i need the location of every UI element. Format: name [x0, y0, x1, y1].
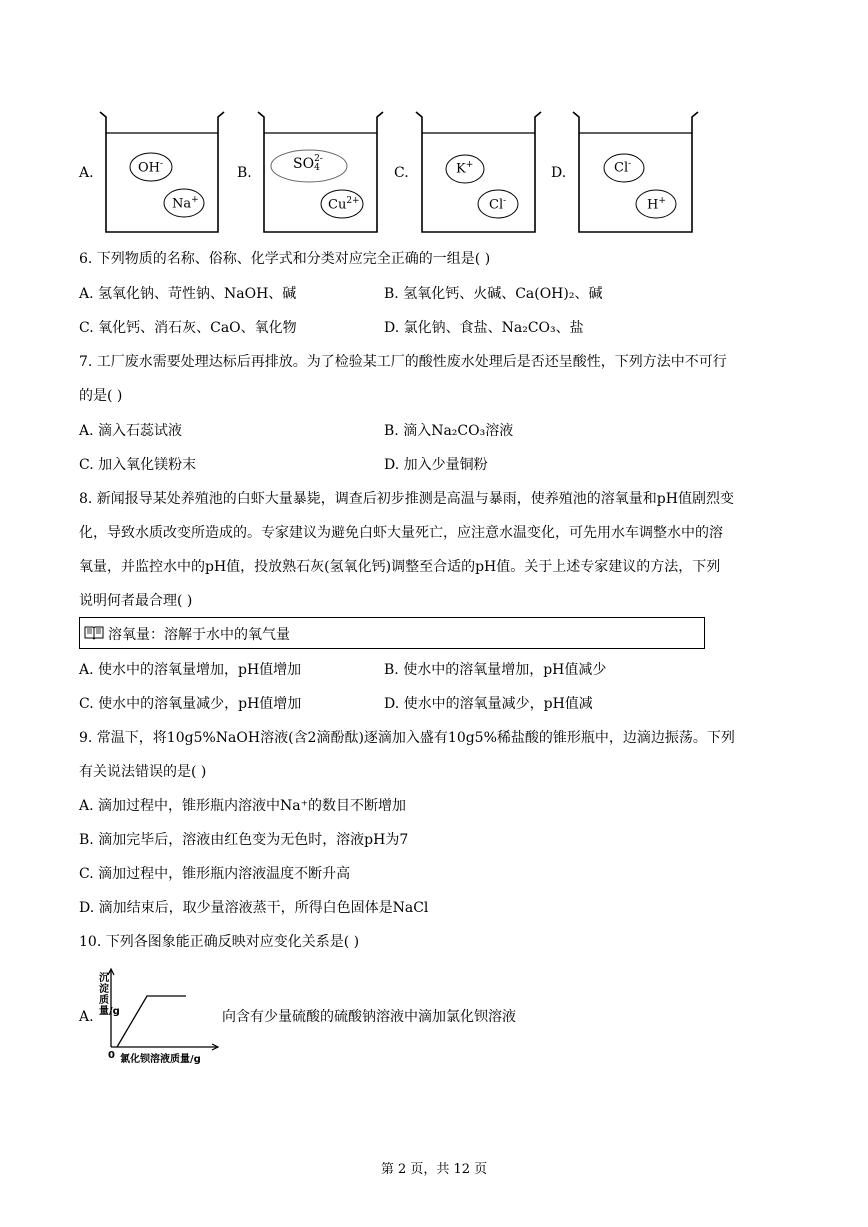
- q7-option-d: D. 加入少量铜粉: [384, 457, 488, 473]
- beaker-option-c: C.: [394, 165, 409, 181]
- q8-option-b: B. 使水中的溶氧量增加，pH值减少: [384, 662, 607, 678]
- beaker-option-b: B.: [237, 165, 252, 181]
- q8-option-d: D. 使水中的溶氧量减少，pH值减: [384, 696, 593, 712]
- q7-option-b: B. 滴入Na₂CO₃溶液: [384, 423, 514, 439]
- q9-stem-line2: 有关说法错误的是( ): [79, 764, 207, 780]
- q8-note-text: 溶氧量：溶解于水中的氧气量: [108, 627, 290, 643]
- q6-option-c: C. 氧化钙、消石灰、CaO、氧化物: [79, 320, 297, 336]
- ion-label: Cl-: [489, 196, 507, 213]
- q10-graph-xlabel: 氯化钡溶液质量/g: [120, 1054, 201, 1065]
- q6-option-d: D. 氯化钠、食盐、Na₂CO₃、盐: [384, 320, 584, 336]
- q10-option-text: 向含有少量硫酸的硫酸钠溶液中滴加氯化钡溶液: [222, 1009, 516, 1025]
- q10-graph-origin: 0: [108, 1050, 115, 1061]
- beaker-option-d: D.: [551, 165, 567, 181]
- q10-graph-line: [117, 996, 186, 1047]
- q6-option-a: A. 氢氧化钠、苛性钠、NaOH、碱: [79, 286, 297, 302]
- beaker-c: [416, 112, 541, 232]
- beaker-option-a: A.: [79, 165, 94, 181]
- book-icon: [84, 624, 104, 640]
- beakers-drawing: [0, 0, 868, 240]
- page-footer: 第 2 页，共 12 页: [380, 1162, 488, 1177]
- ion-label: Na+: [172, 195, 199, 212]
- q8-note-box: [79, 617, 705, 649]
- q8-option-a: A. 使水中的溶氧量增加，pH值增加: [79, 662, 302, 678]
- ion-label: OH-: [138, 159, 164, 176]
- q7-stem-line1: 7. 工厂废水需要处理达标后再排放。为了检验某工厂的酸性废水处理后是否还呈酸性，下列方法中不可行: [79, 354, 727, 370]
- q9-option-a: A. 滴加过程中，锥形瓶内溶液中Na⁺的数目不断增加: [79, 798, 406, 814]
- ion-label: Cl-: [614, 159, 632, 176]
- ion-label: H+: [647, 196, 666, 213]
- q8-stem-line2: 化，导致水质改变所造成的。专家建议为避免白虾大量死亡，应注意水温变化，可先用水车调整水中的溶: [79, 525, 723, 541]
- q7-option-a: A. 滴入石蕊试液: [79, 423, 183, 439]
- q9-option-d: D. 滴加结束后，取少量溶液蒸干，所得白色固体是NaCl: [79, 900, 429, 916]
- q9-stem-line1: 9. 常温下，将10g5%NaOH溶液(含2滴酚酞)逐滴加入盛有10g5%稀盐酸的锥形瓶中，边滴边振荡。下列: [79, 730, 735, 746]
- beaker-d: [573, 112, 698, 232]
- q10-graph-ylabel: 沉淀质量/g: [99, 973, 120, 1017]
- q8-stem-line3: 氧量，并监控水中的pH值，投放熟石灰(氢氧化钙)调整至合适的pH值。关于上述专家建议的方法，下列: [79, 559, 721, 575]
- q10-graph: [96, 967, 224, 1065]
- q10-stem: 10. 下列各图象能正确反映对应变化关系是( ): [79, 934, 360, 950]
- q9-option-c: C. 滴加过程中，锥形瓶内溶液温度不断升高: [79, 866, 351, 882]
- q8-option-c: C. 使水中的溶氧量减少，pH值增加: [79, 696, 302, 712]
- q7-stem-line2: 的是( ): [79, 388, 123, 404]
- ion-label: K+: [456, 160, 474, 177]
- ion-label: $Cu^{2+}$: [328, 196, 360, 213]
- q9-option-b: B. 滴加完毕后，溶液由红色变为无色时，溶液pH为7: [79, 832, 409, 848]
- q10-option-label: A.: [79, 1009, 94, 1025]
- q6-stem: 6. 下列物质的名称、俗称、化学式和分类对应完全正确的一组是( ): [79, 251, 491, 267]
- q6-option-b: B. 氢氧化钙、火碱、Ca(OH)₂、碱: [384, 286, 603, 302]
- q7-option-c: C. 加入氧化镁粉末: [79, 457, 197, 473]
- q8-stem-line4: 说明何者最合理( ): [79, 593, 193, 609]
- q8-stem-line1: 8. 新闻报导某处养殖池的白虾大量暴毙，调查后初步推测是高温与暴雨，使养殖池的溶氧量和pH值剧烈变: [79, 491, 734, 507]
- ion-label: SO 2- 4: [293, 154, 323, 173]
